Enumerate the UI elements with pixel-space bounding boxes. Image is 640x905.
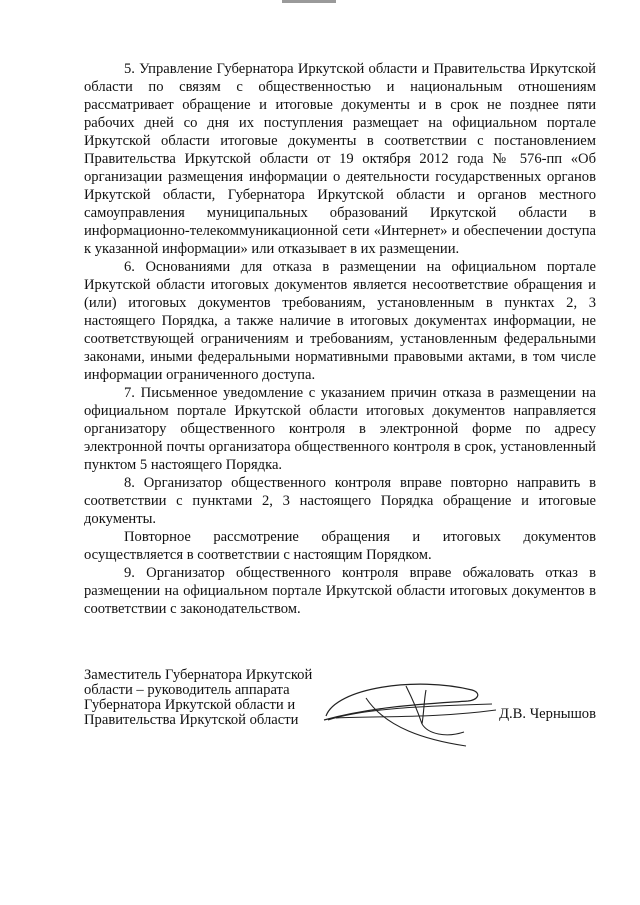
paragraph-9: 9. Организатор общественного контроля вправе обжаловать отказ в размещении на официальном портале Иркутской области итоговых документов в соответствии с законодательством. xyxy=(84,565,596,617)
signature-block xyxy=(84,668,596,748)
paragraph-8-continued: Повторное рассмотрение обращения и итоговых документов осуществляется в соответствии с настоящим Порядком. xyxy=(84,529,596,563)
scan-edge-mark xyxy=(282,0,336,3)
signer-title-line: Правительства Иркутской области xyxy=(84,712,299,728)
paragraph-8: 8. Организатор общественного контроля вправе повторно направить в соответствии с пунктами 2, 3 настоящего Порядка обращение и итоговые документы. xyxy=(84,475,596,527)
signer-title-line: Заместитель Губернатора Иркутской xyxy=(84,667,313,683)
paragraph-7: 7. Письменное уведомление с указанием причин отказа в размещении на официальном портале Иркутской области итоговых документов направляется организатору общественного контроля в электронной форме по адресу электронной почты организатора общественного контроля в срок, установленный пунктом 5 настоящего Порядка. xyxy=(84,385,596,473)
signer-title-line: Губернатора Иркутской области и xyxy=(84,697,296,713)
signer-name: Д.В. Чернышов xyxy=(499,706,596,722)
paragraph-5: 5. Управление Губернатора Иркутской области и Правительства Иркутской области по связям с общественностью и национальным отношениям рассматривает обращение и итоговые документы и в срок не позднее пяти рабочих дней со дня их поступления размещает на официальном портале Иркутской области итоговые документы в соответствии с постановлением Правительства Иркутской области от 19 октября 2012 года № 576-пп «Об организации размещения информации о деятельности государственных органов Иркутской области, Губернатора Иркутской области и органов местного самоуправления муниципальных образований Иркутской области в информационно-телекоммуникационной сети «Интернет» и обеспечении доступа к указанной информации» или отказывает в их размещении. xyxy=(84,61,596,257)
handwritten-signature-icon xyxy=(296,668,496,748)
paragraph-6: 6. Основаниями для отказа в размещении на официальном портале Иркутской области итоговых документов является несоответствие обращения и (или) итоговых документов требованиям, установленным в пунктах 2, 3 настоящего Порядка, а также наличие в итоговых документах информации, не соответствующей ограничениям и требованиям, установленным федеральными законами, иными федеральными нормативными правовыми актами, в том числе информации ограниченного доступа. xyxy=(84,259,596,383)
signer-title-line: области – руководитель аппарата xyxy=(84,682,290,698)
document-body xyxy=(84,60,596,618)
